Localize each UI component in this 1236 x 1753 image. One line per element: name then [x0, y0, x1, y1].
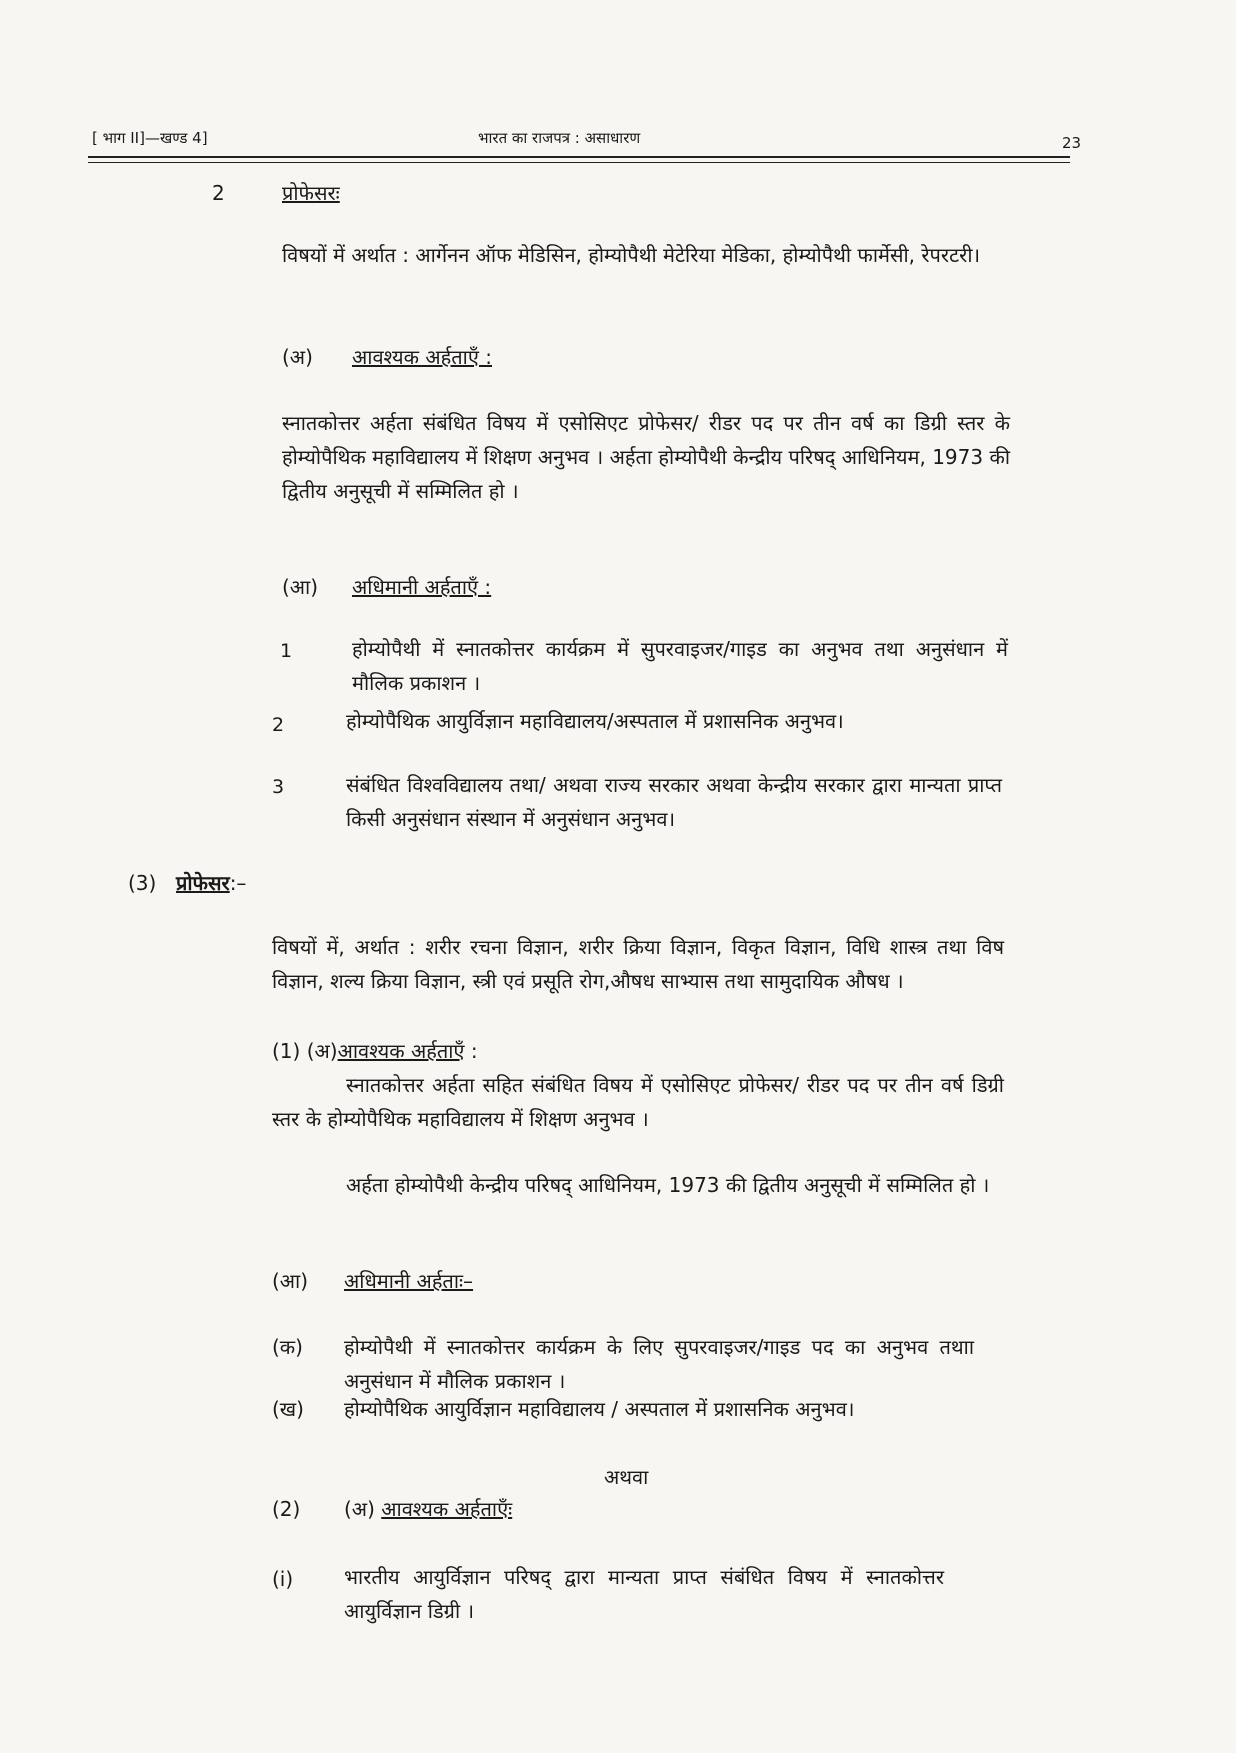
section-2-desirable-title: अधिमानी अर्हताएँ : — [352, 575, 492, 599]
list-item-number: 3 — [272, 776, 285, 798]
section-2-essential-text: स्नातकोत्तर अर्हता संबंधित विषय में एसोसिएट प्रोफेसर/ रीडर पद पर तीन वर्ष का डिग्री स्तर के होम्योपैथिक महाविद्यालय में शिक्षण अनुभव । अर्हता होम्योपैथी केन्द्रीय परिषद् आधिनियम, 1973 की द्वितीय अनुसूची में सम्मिलित हो । — [282, 411, 1011, 503]
or-separator: अथवा — [604, 1465, 649, 1489]
list-item-text: होम्योपैथिक आयुर्विज्ञान महाविद्यालय/अस्पताल में प्रशासनिक अनुभव। — [346, 709, 844, 733]
section-3-subjects: विषयों में, अर्थात : शरीर रचना विज्ञान, शरीर क्रिया विज्ञान, विकृत विज्ञान, विधि शास्त्र तथा विष विज्ञान, शल्य क्रिया विज्ञान, स्त्री एवं प्रसूति रोग,औषध साभ्यास तथा सामुदायिक औषध । — [272, 935, 1004, 993]
section-3-number: (3) — [128, 871, 157, 895]
list-item-text: होम्योपैथिक आयुर्विज्ञान महाविद्यालय / अस्पताल में प्रशासनिक अनुभव। — [344, 1397, 855, 1421]
list-item-number: 1 — [280, 640, 293, 662]
section-3-essential-1-text2: अर्हता होम्योपैथी केन्द्रीय परिषद् आधिनियम, 1973 की द्वितीय अनुसूची में सम्मिलित हो । — [346, 1173, 990, 1197]
section-2-desirable-marker: (आ) — [282, 575, 319, 599]
section-3-essential-2-prefix: (अ) — [344, 1497, 382, 1521]
section-3-essential-2-heading — [344, 1492, 512, 1526]
section-3-desirable-marker: (आ) — [272, 1269, 309, 1293]
section-2-subjects: विषयों में अर्थात : आर्गेनन ऑफ मेडिसिन, होम्योपैथी मेटेरिया मेडिका, होम्योपैथी फार्मेसी, रेपरटरी। — [282, 243, 981, 267]
list-item-text: भारतीय आयुर्विज्ञान परिषद् द्वारा मान्यता प्राप्त संबंधित विषय में स्नातकोत्तर आयुर्विज्ञान डिग्री । — [344, 1565, 944, 1623]
gazette-part-label: [ भाग II]—खण्ड 4] — [92, 129, 208, 147]
section-3-heading — [176, 866, 246, 900]
section-2-number: 2 — [212, 181, 225, 205]
list-item-number: (i) — [272, 1567, 294, 1591]
section-3-title-suffix: :– — [229, 871, 247, 895]
header-rule-thick — [88, 156, 1070, 158]
section-3-essential-1-title: आवश्यक अर्हताएँ — [337, 1039, 465, 1063]
section-2-essential-title: आवश्यक अर्हताएँ : — [352, 345, 493, 369]
list-item-number: (क) — [272, 1335, 303, 1359]
list-item-text: संबंधित विश्वविद्यालय तथा/ अथवा राज्य सरकार अथवा केन्द्रीय सरकार द्वारा मान्यता प्राप्त किसी अनुसंधान संस्थान में अनुसंधान अनुभव। — [346, 773, 1002, 831]
list-item-text: होम्योपैथी में स्नातकोत्तर कार्यक्रम में सुपरवाइजर/गाइड का अनुभव तथा अनुसंधान में मौलिक प्रकाशन । — [352, 637, 1008, 695]
header-rule-thin — [88, 162, 1070, 163]
section-3-essential-1-title-suffix: : — [464, 1039, 478, 1063]
page-number: 23 — [1062, 134, 1082, 152]
list-item-text: होम्योपैथी में स्नातकोत्तर कार्यक्रम के लिए सुपरवाइजर/गाइड पद का अनुभव तथाा अनुसंधान में मौलिक प्रकाशन । — [344, 1335, 974, 1393]
section-3-essential-1-prefix: (1) (अ) — [272, 1039, 338, 1063]
section-2-title: प्रोफेसरः — [282, 181, 340, 205]
section-3-essential-2-marker: (2) — [272, 1497, 301, 1521]
section-3-essential-1-heading — [272, 1034, 478, 1068]
list-item-number: 2 — [272, 714, 285, 736]
section-3-essential-2-title: आवश्यक अर्हताएँः — [381, 1497, 513, 1521]
section-3-title: प्रोफेसर — [176, 871, 230, 895]
list-item-number: (ख) — [272, 1397, 304, 1421]
section-3-essential-1-text1: स्नातकोत्तर अर्हता सहित संबंधित विषय में एसोसिएट प्रोफेसर/ रीडर पद पर तीन वर्ष डिग्री स्तर के होम्योपैथिक महाविद्यालय में शिक्षण अनुभव । — [272, 1073, 1004, 1131]
section-2-essential-marker: (अ) — [282, 345, 313, 369]
section-3-desirable-title: अधिमानी अर्हताः– — [344, 1269, 474, 1293]
gazette-title: भारत का राजपत्र : असाधारण — [478, 129, 641, 147]
